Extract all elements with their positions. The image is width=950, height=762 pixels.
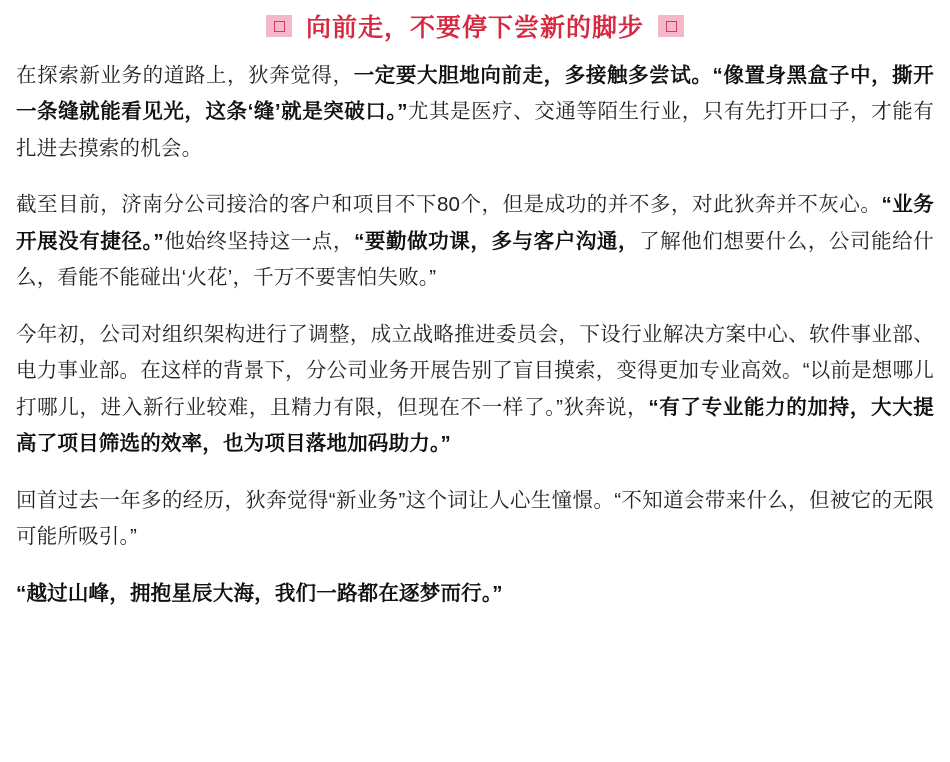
text-run: 在探索新业务的道路上，狄奔觉得， (16, 64, 354, 87)
square-marker-left-icon (266, 15, 292, 37)
text-run: 回首过去一年多的经历，狄奔觉得“新业务”这个词让人心生憧憬。“不知道会带来什么，但被它的无限可能所吸引。” (16, 488, 934, 549)
text-run-bold: 一定要大胆地向前走，多接触多尝试。“像置身黑盒子中，撕开一条缝就能看见光，这条‘缝’就是突破口。” (16, 64, 934, 124)
paragraph-2 (16, 187, 934, 296)
paragraph-4 (16, 483, 934, 556)
text-run-bold: “有了专业能力的加持，大大提高了项目筛选的效率，也为项目落地加码助力。” (16, 395, 934, 456)
paragraph-3 (16, 317, 934, 463)
text-run-bold: “业务开展没有捷径。” (16, 193, 934, 253)
text-run: 了解他们想要什么，公司能给什么，看能不能碰出‘火花’，千万不要害怕失败。” (16, 229, 934, 290)
text-run-bold: “越过山峰，拥抱星辰大海，我们一路都在逐梦而行。” (16, 581, 503, 605)
section-heading (16, 0, 934, 58)
text-run: 他始终坚持这一点， (163, 229, 355, 253)
text-run-bold: “要勤做功课，多与客户沟通， (354, 229, 640, 253)
document-body (16, 58, 934, 612)
text-run: 截至目前，济南分公司接洽的客户和项目不下80个，但是成功的并不多，对此狄奔并不灰心。 (16, 193, 882, 217)
square-marker-right-icon (658, 15, 684, 37)
paragraph-5 (16, 576, 934, 612)
section-heading-text: 向前走，不要停下尝新的脚步 (305, 14, 644, 42)
text-run: 尤其是医疗、交通等陌生行业，只有先打开口子，才能有扎进去摸索的机会。 (16, 100, 935, 160)
text-run: 今年初，公司对组织架构进行了调整，成立战略推进委员会，下设行业解决方案中心、软件事业部、电力事业部。在这样的背景下，分公司业务开展告别了盲目摸索，变得更加专业高效。“以前是想哪儿打哪儿，进入新行业较难，且精力有限，但现在不一样了。”狄奔说， (16, 322, 934, 419)
paragraph-1 (16, 58, 934, 167)
